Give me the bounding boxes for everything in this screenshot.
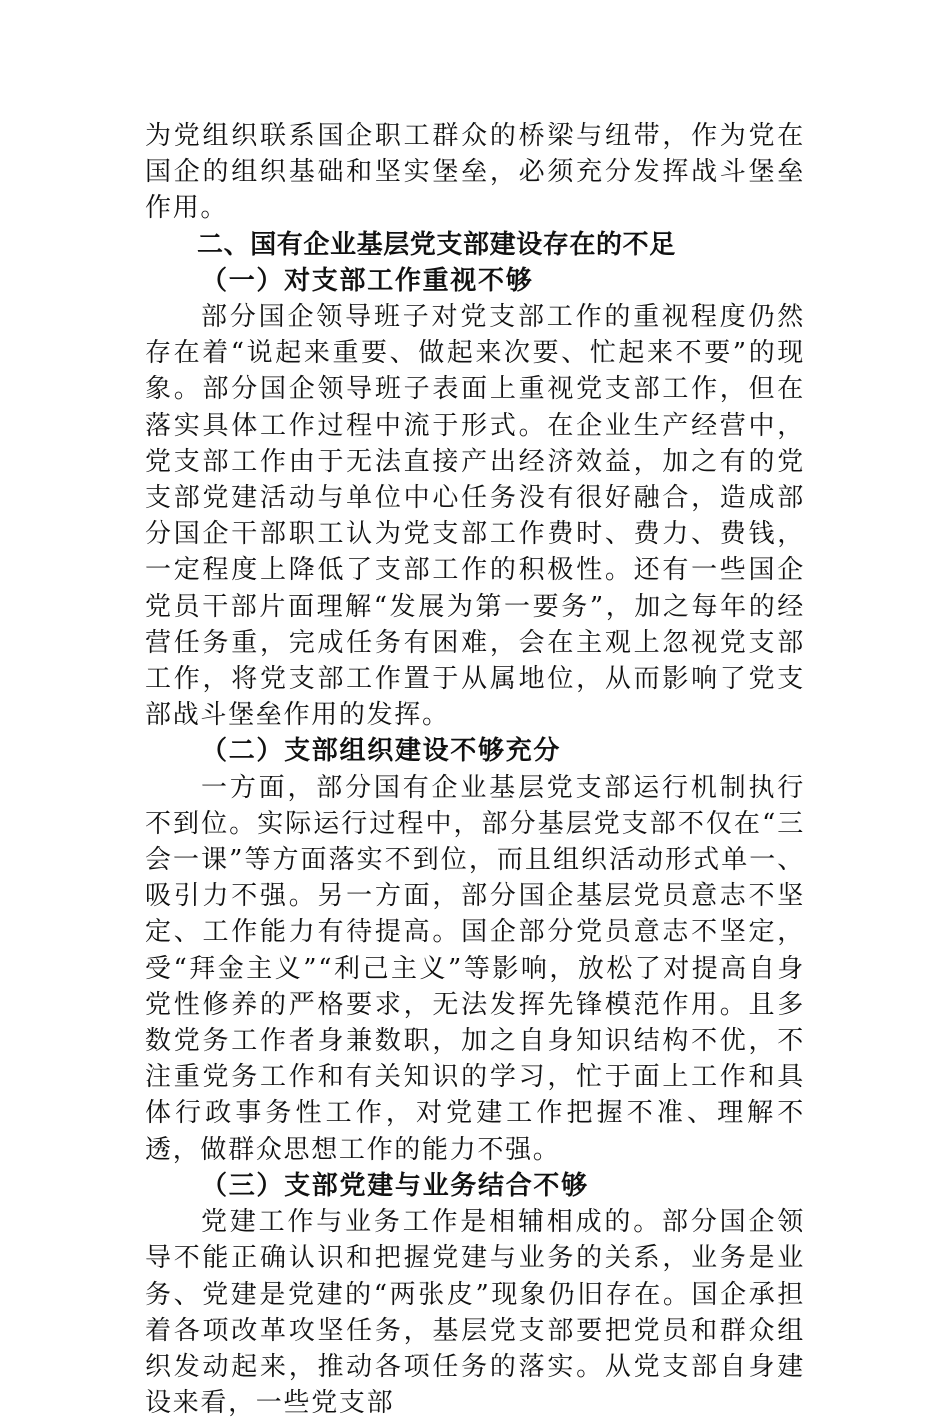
- subsection-heading-3: （三）支部党建与业务结合不够: [201, 1170, 589, 1201]
- subsection-paragraph-1: 部分国企领导班子对党支部工作的重视程度仍然存在着“说起来重要、做起来次要、忙起来不要”的现象。部分国企领导班子表面上重视党支部工作，但在落实具体工作过程中流于形式。在企业生产经营中，党支部工作由于无法直接产出经济效益，加之有的党支部党建活动与单位中心任务没有很好融合，造成部分国企干部职工认为党支部工作费时、费力、费钱，一定程度上降低了支部工作的积极性。还有一些国企党员干部片面理解“发展为第一要务”，加之每年的经营任务重，完成任务有困难，会在主观上忽视党支部工作，将党支部工作置于从属地位，从而影响了党支部战斗堡垒作用的发挥。: [145, 302, 805, 731]
- section-heading: 二、国有企业基层党支部建设存在的不足: [197, 229, 676, 260]
- subsection-paragraph-3: 党建工作与业务工作是相辅相成的。部分国企领导不能正确认识和把握党建与业务的关系，业务是业务、党建是党建的“两张皮”现象仍旧存在。国企承担着各项改革攻坚任务，基层党支部要把党员和群众组织发动起来，推动各项任务的落实。从党支部自身建设来看，一些党支部: [145, 1207, 805, 1419]
- subsection-heading-1: （一）对支部工作重视不够: [201, 265, 534, 296]
- continuation-paragraph: 为党组织联系国企职工群众的桥梁与纽带，作为党在国企的组织基础和坚实堡垒，必须充分发挥战斗堡垒作用。: [145, 121, 805, 224]
- subsection-paragraph-2: 一方面，部分国有企业基层党支部运行机制执行不到位。实际运行过程中，部分基层党支部不仅在“三会一课”等方面落实不到位，而且组织活动形式单一、吸引力不强。另一方面，部分国企基层党员意志不坚定、工作能力有待提高。国企部分党员意志不坚定，受“拜金主义”“利己主义”等影响，放松了对提高自身党性修养的严格要求，无法发挥先锋模范作用。且多数党务工作者身兼数职，加之自身知识结构不优，不注重党务工作和有关知识的学习，忙于面上工作和具体行政事务性工作，对党建工作把握不准、理解不透，做群众思想工作的能力不强。: [145, 772, 805, 1165]
- document-body: [145, 118, 805, 1421]
- subsection-heading-2: （二）支部组织建设不够充分: [201, 736, 562, 767]
